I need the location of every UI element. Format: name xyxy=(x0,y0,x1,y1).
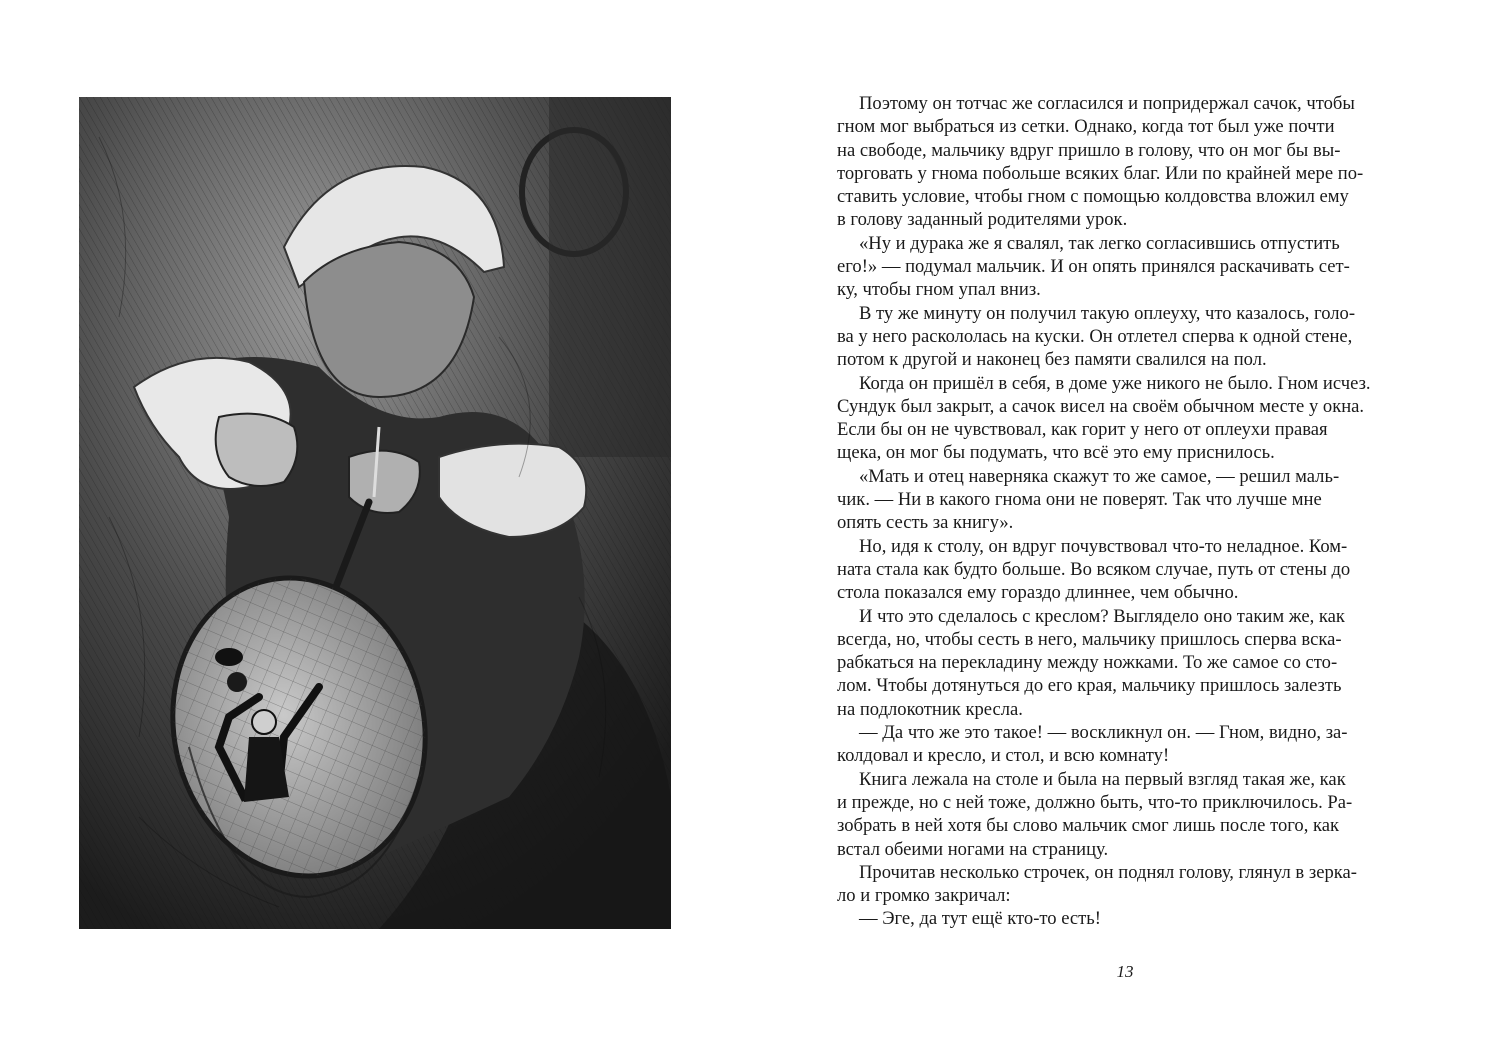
page-number: 13 xyxy=(1116,962,1134,981)
text-line: «Ну и дурака же я свалял, так легко согласившись отпустить xyxy=(859,232,1340,254)
text-line: — Да что же это такое! — воскликнул он. — Гном, видно, за- xyxy=(859,722,1348,744)
text-line: ло и громко закричал: xyxy=(837,885,1011,907)
text-line: — Эге, да тут ещё кто-то есть! xyxy=(859,908,1101,930)
text-line: щека, он мог бы подумать, что всё это ему приснилось. xyxy=(837,442,1275,464)
text-line: ку, чтобы гном упал вниз. xyxy=(837,279,1041,301)
text-line: торговать у гнома побольше всяких благ. Или по крайней мере по- xyxy=(837,162,1364,184)
illustration xyxy=(79,97,671,929)
text-line: И что это сделалось с креслом? Выглядело оно таким же, как xyxy=(859,605,1345,627)
text-line: Сундук был закрыт, а сачок висел на своём обычном месте у окна. xyxy=(837,395,1365,417)
text-line: его!» — подумал мальчик. И он опять принялся раскачивать сет- xyxy=(837,256,1350,278)
text-line: встал обеими ногами на страницу. xyxy=(837,838,1109,860)
text-line: потом к другой и наконец без памяти свалился на пол. xyxy=(837,349,1267,371)
text-line: Если бы он не чувствовал, как горит у него от оплеухи правая xyxy=(837,419,1328,441)
text-line: ставить условие, чтобы гном с помощью колдовства вложил ему xyxy=(837,186,1349,208)
page-text xyxy=(837,92,1371,931)
text-line: зобрать в ней хотя бы слово мальчик смог лишь после того, как xyxy=(837,815,1340,837)
text-line: чик. — Ни в какого гнома они не поверят. Так что лучше мне xyxy=(837,489,1322,511)
text-line: «Мать и отец наверняка скажут то же самое, — решил маль- xyxy=(859,465,1340,487)
text-line: колдовал и кресло, и стол, и всю комнату! xyxy=(837,745,1170,767)
text-line: ната стала как будто больше. Во всяком случае, путь от стены до xyxy=(837,558,1351,580)
text-line: Но, идя к столу, он вдруг почувствовал что-то неладное. Ком- xyxy=(859,535,1348,557)
text-line: Когда он пришёл в себя, в доме уже никого не было. Гном исчез. xyxy=(859,372,1371,394)
text-line: на свободе, мальчику вдруг пришло в голову, что он мог бы вы- xyxy=(837,139,1341,161)
text-line: лом. Чтобы дотянуться до его края, мальчику пришлось залезть xyxy=(837,675,1342,697)
text-line: Прочитав несколько строчек, он поднял голову, глянул в зерка- xyxy=(859,861,1357,883)
text-line: Книга лежала на столе и была на первый взгляд такая же, как xyxy=(859,768,1346,790)
text-line: стола показался ему гораздо длиннее, чем обычно. xyxy=(837,582,1239,604)
text-line: ва у него раскололась на куски. Он отлетел сперва к одной стене, xyxy=(837,325,1353,347)
text-line: Поэтому он тотчас же согласился и попридержал сачок, чтобы xyxy=(859,93,1355,114)
text-line: опять сесть за книгу». xyxy=(837,512,1014,534)
boy-with-net-illustration xyxy=(79,97,671,929)
text-line: гном мог выбраться из сетки. Однако, когда тот был уже почти xyxy=(837,116,1335,138)
text-line: рабкаться на перекладину между ножками. То же самое со сто- xyxy=(837,652,1338,674)
text-line: всегда, но, чтобы сесть в него, мальчику пришлось сперва вска- xyxy=(837,628,1342,650)
text-line: и прежде, но с ней тоже, должно быть, что-то приключилось. Ра- xyxy=(837,791,1353,813)
text-line: в голову заданный родителями урок. xyxy=(837,209,1128,231)
text-line: В ту же минуту он получил такую оплеуху, что казалось, голо- xyxy=(859,302,1356,324)
text-line: на подлокотник кресла. xyxy=(837,698,1023,720)
